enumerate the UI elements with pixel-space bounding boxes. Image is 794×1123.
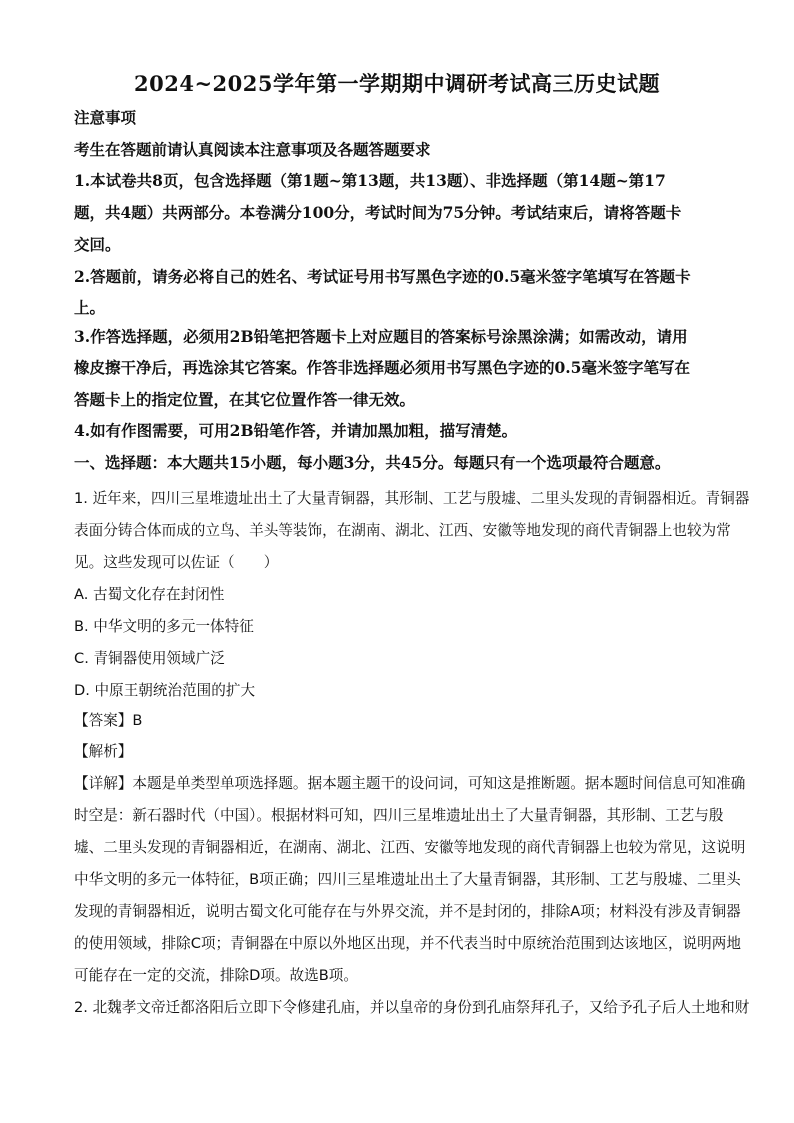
page-title: 2024~2025学年第一学期期中调研考试高三历史试题 <box>134 71 660 96</box>
notice-line: 橡皮擦干净后，再选涂其它答案。作答非选择题必须用书写黑色字迹的0.5毫米签字笔写在 <box>74 358 690 377</box>
analysis-line: 【详解】本题是单类型单项选择题。据本题主题干的设问词，可知这是推断题。据本题时间信息可知准确 <box>74 775 746 792</box>
analysis-line: 可能存在一定的交流，排除D项。故选B项。 <box>74 967 358 984</box>
analysis-line: 墟、二里头发现的青铜器相近，在湖南、湖北、江西、安徽等地发现的商代青铜器上也较为常见，这说明 <box>74 839 746 856</box>
option-a: A. 古蜀文化存在封闭性 <box>74 586 225 603</box>
notice-heading: 注意事项 <box>74 108 137 127</box>
section-heading: 一、选择题：本大题共15小题，每小题3分，共45分。每题只有一个选项最符合题意。 <box>74 453 671 472</box>
notice-line: 上。 <box>74 298 106 317</box>
question-stem: 1. 近年来，四川三星堆遗址出土了大量青铜器，其形制、工艺与殷墟、二里头发现的青铜器相近。青铜器 <box>74 490 750 507</box>
notice-line: 题，共4题）共两部分。本卷满分100分，考试时间为75分钟。考试结束后，请将答题卡 <box>74 203 682 222</box>
option-c: C. 青铜器使用领域广泛 <box>74 650 225 667</box>
option-b: B. 中华文明的多元一体特征 <box>74 618 254 635</box>
question-stem: 见。这些发现可以佐证（ ） <box>74 554 279 571</box>
option-d: D. 中原王朝统治范围的扩大 <box>74 682 256 699</box>
analysis-line: 的使用领域，排除C项；青铜器在中原以外地区出现，并不代表当时中原统治范围到达该地区，说明两地 <box>74 935 741 952</box>
question-stem: 表面分铸合体而成的立鸟、羊头等装饰，在湖南、湖北、江西、安徽等地发现的商代青铜器上也较为常 <box>74 522 731 539</box>
answer: 【答案】B <box>74 712 143 729</box>
notice-line: 4.如有作图需要，可用2B铅笔作答，并请加黑加粗，描写清楚。 <box>74 421 518 440</box>
notice-line: 交回。 <box>74 235 121 254</box>
notice-line: 3.作答选择题，必须用2B铅笔把答题卡上对应题目的答案标号涂黑涂满；如需改动，请用 <box>74 327 688 346</box>
analysis-line: 发现的青铜器相近，说明古蜀文化可能存在与外界交流，并不是封闭的，排除A项；材料没有涉及青铜器 <box>74 903 741 920</box>
question-stem: 2. 北魏孝文帝迁都洛阳后立即下令修建孔庙，并以皇帝的身份到孔庙祭拜孔子，又给予孔子后人土地和财 <box>74 999 750 1016</box>
analysis-heading: 【解析】 <box>74 743 133 760</box>
analysis-line: 时空是：新石器时代（中国）。根据材料可知，四川三星堆遗址出土了大量青铜器，其形制、工艺与殷 <box>74 807 724 824</box>
notice-line: 2.答题前，请务必将自己的姓名、考试证号用书写黑色字迹的0.5毫米签字笔填写在答题卡 <box>74 267 691 286</box>
analysis-line: 中华文明的多元一体特征，B项正确；四川三星堆遗址出土了大量青铜器，其形制、工艺与殷墟、二里头 <box>74 871 741 888</box>
notice-line: 答题卡上的指定位置，在其它位置作答一律无效。 <box>74 390 416 409</box>
notice-line: 1.本试卷共8页，包含选择题（第1题~第13题，共13题）、非选择题（第14题~第17 <box>74 171 666 190</box>
notice-line: 考生在答题前请认真阅读本注意事项及各题答题要求 <box>74 140 431 159</box>
